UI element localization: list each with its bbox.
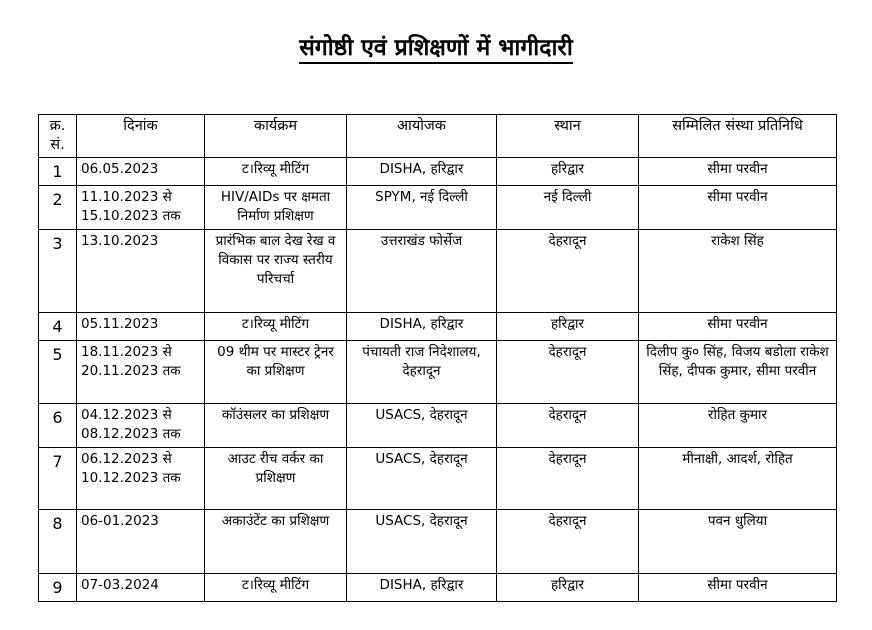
cell-place: हरिद्वार (497, 574, 639, 602)
cell-date: 18.11.2023 से 20.11.2023 तक (77, 341, 205, 404)
cell-organizer: USACS, देहरादून (347, 404, 497, 448)
table-header-row (39, 115, 837, 158)
cell-organizer: उत्तराखंड फोर्सेज (347, 230, 497, 313)
cell-date: 07-03.2024 (77, 574, 205, 602)
cell-program: ट।रिव्यू मीटिंग (205, 574, 347, 602)
header-sn: क्र. सं. (39, 115, 77, 158)
cell-place: देहरादून (497, 230, 639, 313)
page-title (0, 30, 872, 62)
cell-representative: सीमा परवीन (639, 313, 837, 341)
header-program: कार्यक्रम (205, 115, 347, 158)
cell-place: नई दिल्ली (497, 186, 639, 230)
cell-program: 09 थीम पर मास्टर ट्रेनर का प्रशिक्षण (205, 341, 347, 404)
cell-sn: 5 (39, 341, 77, 404)
cell-representative: सीमा परवीन (639, 574, 837, 602)
cell-program: प्रारंभिक बाल देख रेख व विकास पर राज्य स्तरीय परिचर्चा (205, 230, 347, 313)
cell-date: 06.12.2023 से 10.12.2023 तक (77, 448, 205, 510)
table-row (39, 230, 837, 313)
cell-organizer: SPYM, नई दिल्ली (347, 186, 497, 230)
cell-representative: मीनाक्षी, आदर्श, रोहित (639, 448, 837, 510)
cell-sn: 8 (39, 510, 77, 574)
cell-representative: सीमा परवीन (639, 158, 837, 186)
cell-sn: 3 (39, 230, 77, 313)
cell-representative: राकेश सिंह (639, 230, 837, 313)
cell-sn: 7 (39, 448, 77, 510)
cell-place: देहरादून (497, 448, 639, 510)
cell-sn: 4 (39, 313, 77, 341)
header-place: स्थान (497, 115, 639, 158)
table-row (39, 448, 837, 510)
cell-date: 05.11.2023 (77, 313, 205, 341)
cell-program: आउट रीच वर्कर का प्रशिक्षण (205, 448, 347, 510)
cell-organizer: DISHA, हरिद्वार (347, 313, 497, 341)
cell-program: ट।रिव्यू मीटिंग (205, 158, 347, 186)
cell-organizer: पंचायती राज निदेशालय, देहरादून (347, 341, 497, 404)
header-date: दिनांक (77, 115, 205, 158)
page-title-text: संगोष्ठी एवं प्रशिक्षणों में भागीदारी (299, 35, 573, 64)
cell-sn: 6 (39, 404, 77, 448)
cell-place: देहरादून (497, 510, 639, 574)
table-row (39, 186, 837, 230)
cell-representative: रोहित कुमार (639, 404, 837, 448)
table-row (39, 341, 837, 404)
cell-date: 13.10.2023 (77, 230, 205, 313)
cell-place: देहरादून (497, 341, 639, 404)
cell-date: 06.05.2023 (77, 158, 205, 186)
cell-date: 11.10.2023 से 15.10.2023 तक (77, 186, 205, 230)
cell-organizer: USACS, देहरादून (347, 448, 497, 510)
cell-program: अकाउंटेंट का प्रशिक्षण (205, 510, 347, 574)
cell-organizer: DISHA, हरिद्वार (347, 574, 497, 602)
cell-sn: 2 (39, 186, 77, 230)
table-row (39, 158, 837, 186)
cell-program: ट।रिव्यू मीटिंग (205, 313, 347, 341)
table-row (39, 404, 837, 448)
cell-date: 06-01.2023 (77, 510, 205, 574)
table-row (39, 510, 837, 574)
cell-place: हरिद्वार (497, 158, 639, 186)
cell-representative: दिलीप कु० सिंह, विजय बडोला राकेश सिंह, दीपक कुमार, सीमा परवीन (639, 341, 837, 404)
header-representative: सम्मिलित संस्था प्रतिनिधि (639, 115, 837, 158)
cell-organizer: DISHA, हरिद्वार (347, 158, 497, 186)
cell-organizer: USACS, देहरादून (347, 510, 497, 574)
cell-date: 04.12.2023 से 08.12.2023 तक (77, 404, 205, 448)
table-row (39, 313, 837, 341)
cell-sn: 9 (39, 574, 77, 602)
header-organizer: आयोजक (347, 115, 497, 158)
participation-table (38, 114, 837, 602)
cell-representative: पवन धुलिया (639, 510, 837, 574)
cell-place: देहरादून (497, 404, 639, 448)
cell-place: हरिद्वार (497, 313, 639, 341)
cell-sn: 1 (39, 158, 77, 186)
cell-program: HIV/AIDs पर क्षमता निर्माण प्रशिक्षण (205, 186, 347, 230)
cell-representative: सीमा परवीन (639, 186, 837, 230)
table-row (39, 574, 837, 602)
cell-program: कॉउंसलर का प्रशिक्षण (205, 404, 347, 448)
